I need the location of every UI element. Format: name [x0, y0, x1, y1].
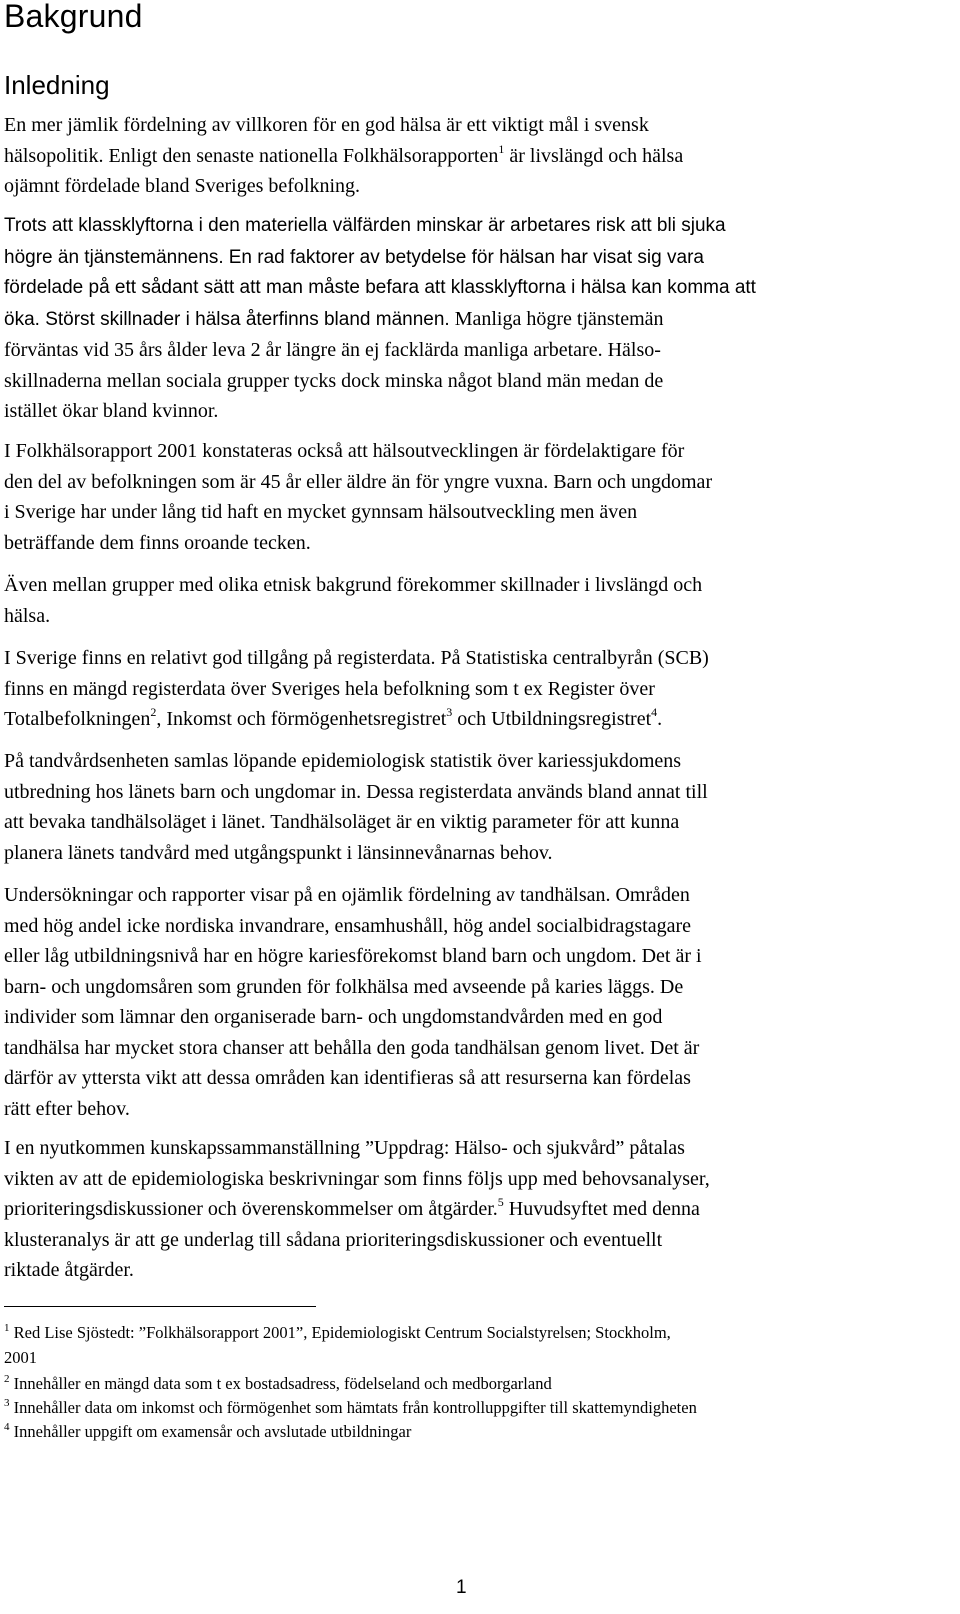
- text-segment: är livslängd och hälsa: [509, 144, 684, 167]
- section-heading: Inledning: [4, 70, 110, 100]
- text-segment: prioriteringsdiskussioner och överenskommelser om åtgärder.: [4, 1198, 498, 1220]
- text-segment: Totalbefolkningen: [4, 708, 151, 730]
- footnote-ref: 4: [651, 705, 658, 719]
- text-segment: Det är: [649, 1036, 700, 1059]
- page-number: 1: [456, 1577, 467, 1598]
- text-line: Trots att klassklyftorna i den materiella välfärden minskar är arbetares risk att bli sjuka: [4, 215, 726, 236]
- paragraph-ethnic: [4, 570, 956, 631]
- text-segment: utbredning hos länets barn och ungdomar in.: [4, 780, 362, 803]
- text-line: istället ökar bland kvinnor.: [4, 400, 219, 422]
- text-line: På tandvårdsenheten samlas löpande epidemiologisk statistik över kariessjukdomens: [4, 750, 682, 772]
- text-line: [4, 777, 956, 808]
- text-line: riktade åtgärder.: [4, 1259, 134, 1281]
- text-segment: Områden: [615, 884, 690, 906]
- footnote-line: 2001: [4, 1348, 37, 1367]
- text-segment: .: [657, 708, 663, 730]
- text-segment: och Utbildningsregistret: [457, 708, 652, 730]
- text-line: [4, 335, 956, 366]
- text-segment: eller låg utbildningsnivå har en högre kariesförekomst bland barn och ungdom.: [4, 945, 637, 967]
- text-line: [4, 1194, 956, 1225]
- text-line: rätt efter behov.: [4, 1097, 130, 1120]
- text-segment: den del av befolkningen som är 45 år eller äldre än för yngre vuxna.: [4, 470, 549, 493]
- text-line: Även mellan grupper med olika etnisk bakgrund förekommer skillnader i livslängd och: [4, 574, 703, 596]
- footnote-text: Innehåller data om inkomst och förmögenhet som hämtats från kontrolluppgifter till skattemyndigheten: [13, 1398, 697, 1417]
- footnote-number: 3: [4, 1397, 10, 1409]
- text-segment: barn- och ungdomsåren som grunden för folkhälsa med avseende på karies läggs.: [4, 975, 655, 998]
- text-line: planera länets tandvård med utgångspunkt i länsinnevånarnas behov.: [4, 841, 553, 864]
- paragraph-dental-statistics: [4, 746, 956, 868]
- text-line: [4, 242, 956, 274]
- text-segment: På Statistiska centralbyrån (SCB): [440, 647, 709, 669]
- text-line: med hög andel icke nordiska invandrare, ensamhushåll, hög andel socialbidragstagare: [4, 914, 691, 937]
- text-line: [4, 304, 956, 336]
- text-segment: Dessa registerdata används bland annat till: [366, 780, 708, 803]
- paragraph-class-differences: [4, 211, 956, 427]
- text-line: [4, 704, 956, 735]
- text-line: vikten av att de epidemiologiska beskrivningar som finns följs upp med behovsanalyser,: [4, 1167, 710, 1190]
- text-line: [4, 941, 956, 972]
- footnote-ref: 1: [498, 141, 505, 156]
- footnote-number: 4: [4, 1421, 10, 1433]
- text-segment: Manliga högre tjänstemän: [454, 307, 664, 330]
- footnote-text: Innehåller uppgift om examensår och avslutade utbildningar: [13, 1422, 412, 1441]
- footnote-1: [4, 1320, 956, 1370]
- footnote-line: [4, 1371, 956, 1396]
- text-line: [4, 643, 956, 674]
- text-line: I Folkhälsorapport 2001 konstateras också att hälsoutvecklingen är fördelaktigare för: [4, 440, 685, 462]
- paragraph-registers: [4, 643, 956, 735]
- text-segment: öka. Störst skillnader i hälsa återfinns bland männen.: [4, 308, 450, 330]
- text-line: i Sverige har under lång tid haft en mycket gynnsam hälsoutveckling men även: [4, 501, 638, 523]
- footnote-ref: 3: [446, 705, 453, 719]
- text-segment: tandhälsa har mycket stora chanser att behålla den goda tandhälsan genom livet.: [4, 1036, 645, 1059]
- text-line: individer som lämnar den organiserade barn- och ungdomstandvården med en god: [4, 1006, 663, 1028]
- page-heading: Bakgrund: [4, 0, 143, 34]
- text-line: skillnaderna mellan sociala grupper tycks dock minska något bland män medan de: [4, 369, 664, 392]
- text-segment: förväntas vid 35 års ålder leva 2 år längre än ej facklärda manliga arbetare.: [4, 339, 603, 361]
- footnote-3: [4, 1395, 956, 1420]
- text-line: finns en mängd registerdata över Sveriges hela befolkning som t ex Register över: [4, 677, 655, 700]
- paragraph-age-groups: [4, 436, 956, 558]
- text-segment: hälsopolitik. Enligt den senaste nationella Folkhälsorapporten: [4, 144, 499, 167]
- text-line: [4, 880, 956, 911]
- text-line: [4, 1033, 956, 1064]
- text-line: I en nyutkommen kunskapssammanställning ”Uppdrag: Hälso- och sjukvård” påtalas: [4, 1137, 685, 1159]
- paragraph-knowledge-compilation: [4, 1133, 956, 1286]
- text-segment: Huvudsyftet med denna: [508, 1198, 700, 1220]
- text-segment: Barn och ungdomar: [553, 470, 713, 493]
- text-segment: Undersökningar och rapporter visar på en ojämlik fördelning av tandhälsan.: [4, 884, 611, 906]
- text-line: beträffande dem finns oroande tecken.: [4, 531, 311, 554]
- footnote-line: [4, 1395, 956, 1420]
- footnote-ref: 5: [497, 1195, 504, 1209]
- footnote-line: [4, 1419, 956, 1444]
- text-segment: I Sverige finns en relativt god tillgång på registerdata.: [4, 647, 436, 669]
- text-segment: Tandhälsoläget är en viktig parameter för att kunna: [270, 811, 680, 833]
- text-line: [4, 467, 956, 498]
- footnote-ref: 2: [150, 705, 157, 719]
- text-segment: En rad faktorer av betydelse för hälsan har visat sig vara: [228, 246, 704, 268]
- text-line: [4, 972, 956, 1003]
- text-segment: De: [659, 975, 684, 998]
- text-line: En mer jämlik fördelning av villkoren för en god hälsa är ett viktigt mål i svensk: [4, 114, 649, 136]
- text-segment: , Inkomst och förmögenhetsregistret: [156, 708, 447, 730]
- footnote-line: [4, 1320, 956, 1345]
- footnote-2: [4, 1371, 956, 1396]
- paragraph-inequality: [4, 880, 956, 1124]
- text-line: [4, 807, 956, 838]
- footnote-number: 1: [4, 1322, 10, 1334]
- paragraph-intro: [4, 110, 956, 202]
- footnote-4: [4, 1419, 956, 1444]
- text-segment: Det är i: [641, 945, 702, 967]
- text-line: hälsa.: [4, 604, 51, 627]
- footnote-text: Red Lise Sjöstedt: ”Folkhälsorapport 2001”, Epidemiologiskt Centrum Socialstyrelsen; Stockholm,: [13, 1323, 671, 1342]
- footnote-separator: [4, 1306, 316, 1307]
- footnote-number: 2: [4, 1373, 10, 1385]
- text-line: fördelade på ett sådant sätt att man måste befara att klassklyftorna i hälsa kan komma att: [4, 277, 756, 298]
- text-segment: att bevaka tandhälsoläget i länet.: [4, 811, 266, 833]
- footnote-text: Innehåller en mängd data som t ex bostadsadress, födelseland och medborgarland: [13, 1374, 552, 1393]
- text-line: därför av yttersta vikt att dessa områden kan identifieras så att resurserna kan fördelas: [4, 1067, 691, 1089]
- text-line: [4, 141, 956, 172]
- text-segment: Hälso-: [607, 339, 661, 361]
- text-segment: högre än tjänstemännens.: [4, 246, 224, 268]
- text-line: klusteranalys är att ge underlag till sådana prioriteringsdiskussioner och eventuellt: [4, 1228, 663, 1251]
- text-line: ojämnt fördelade bland Sveriges befolkning.: [4, 175, 361, 197]
